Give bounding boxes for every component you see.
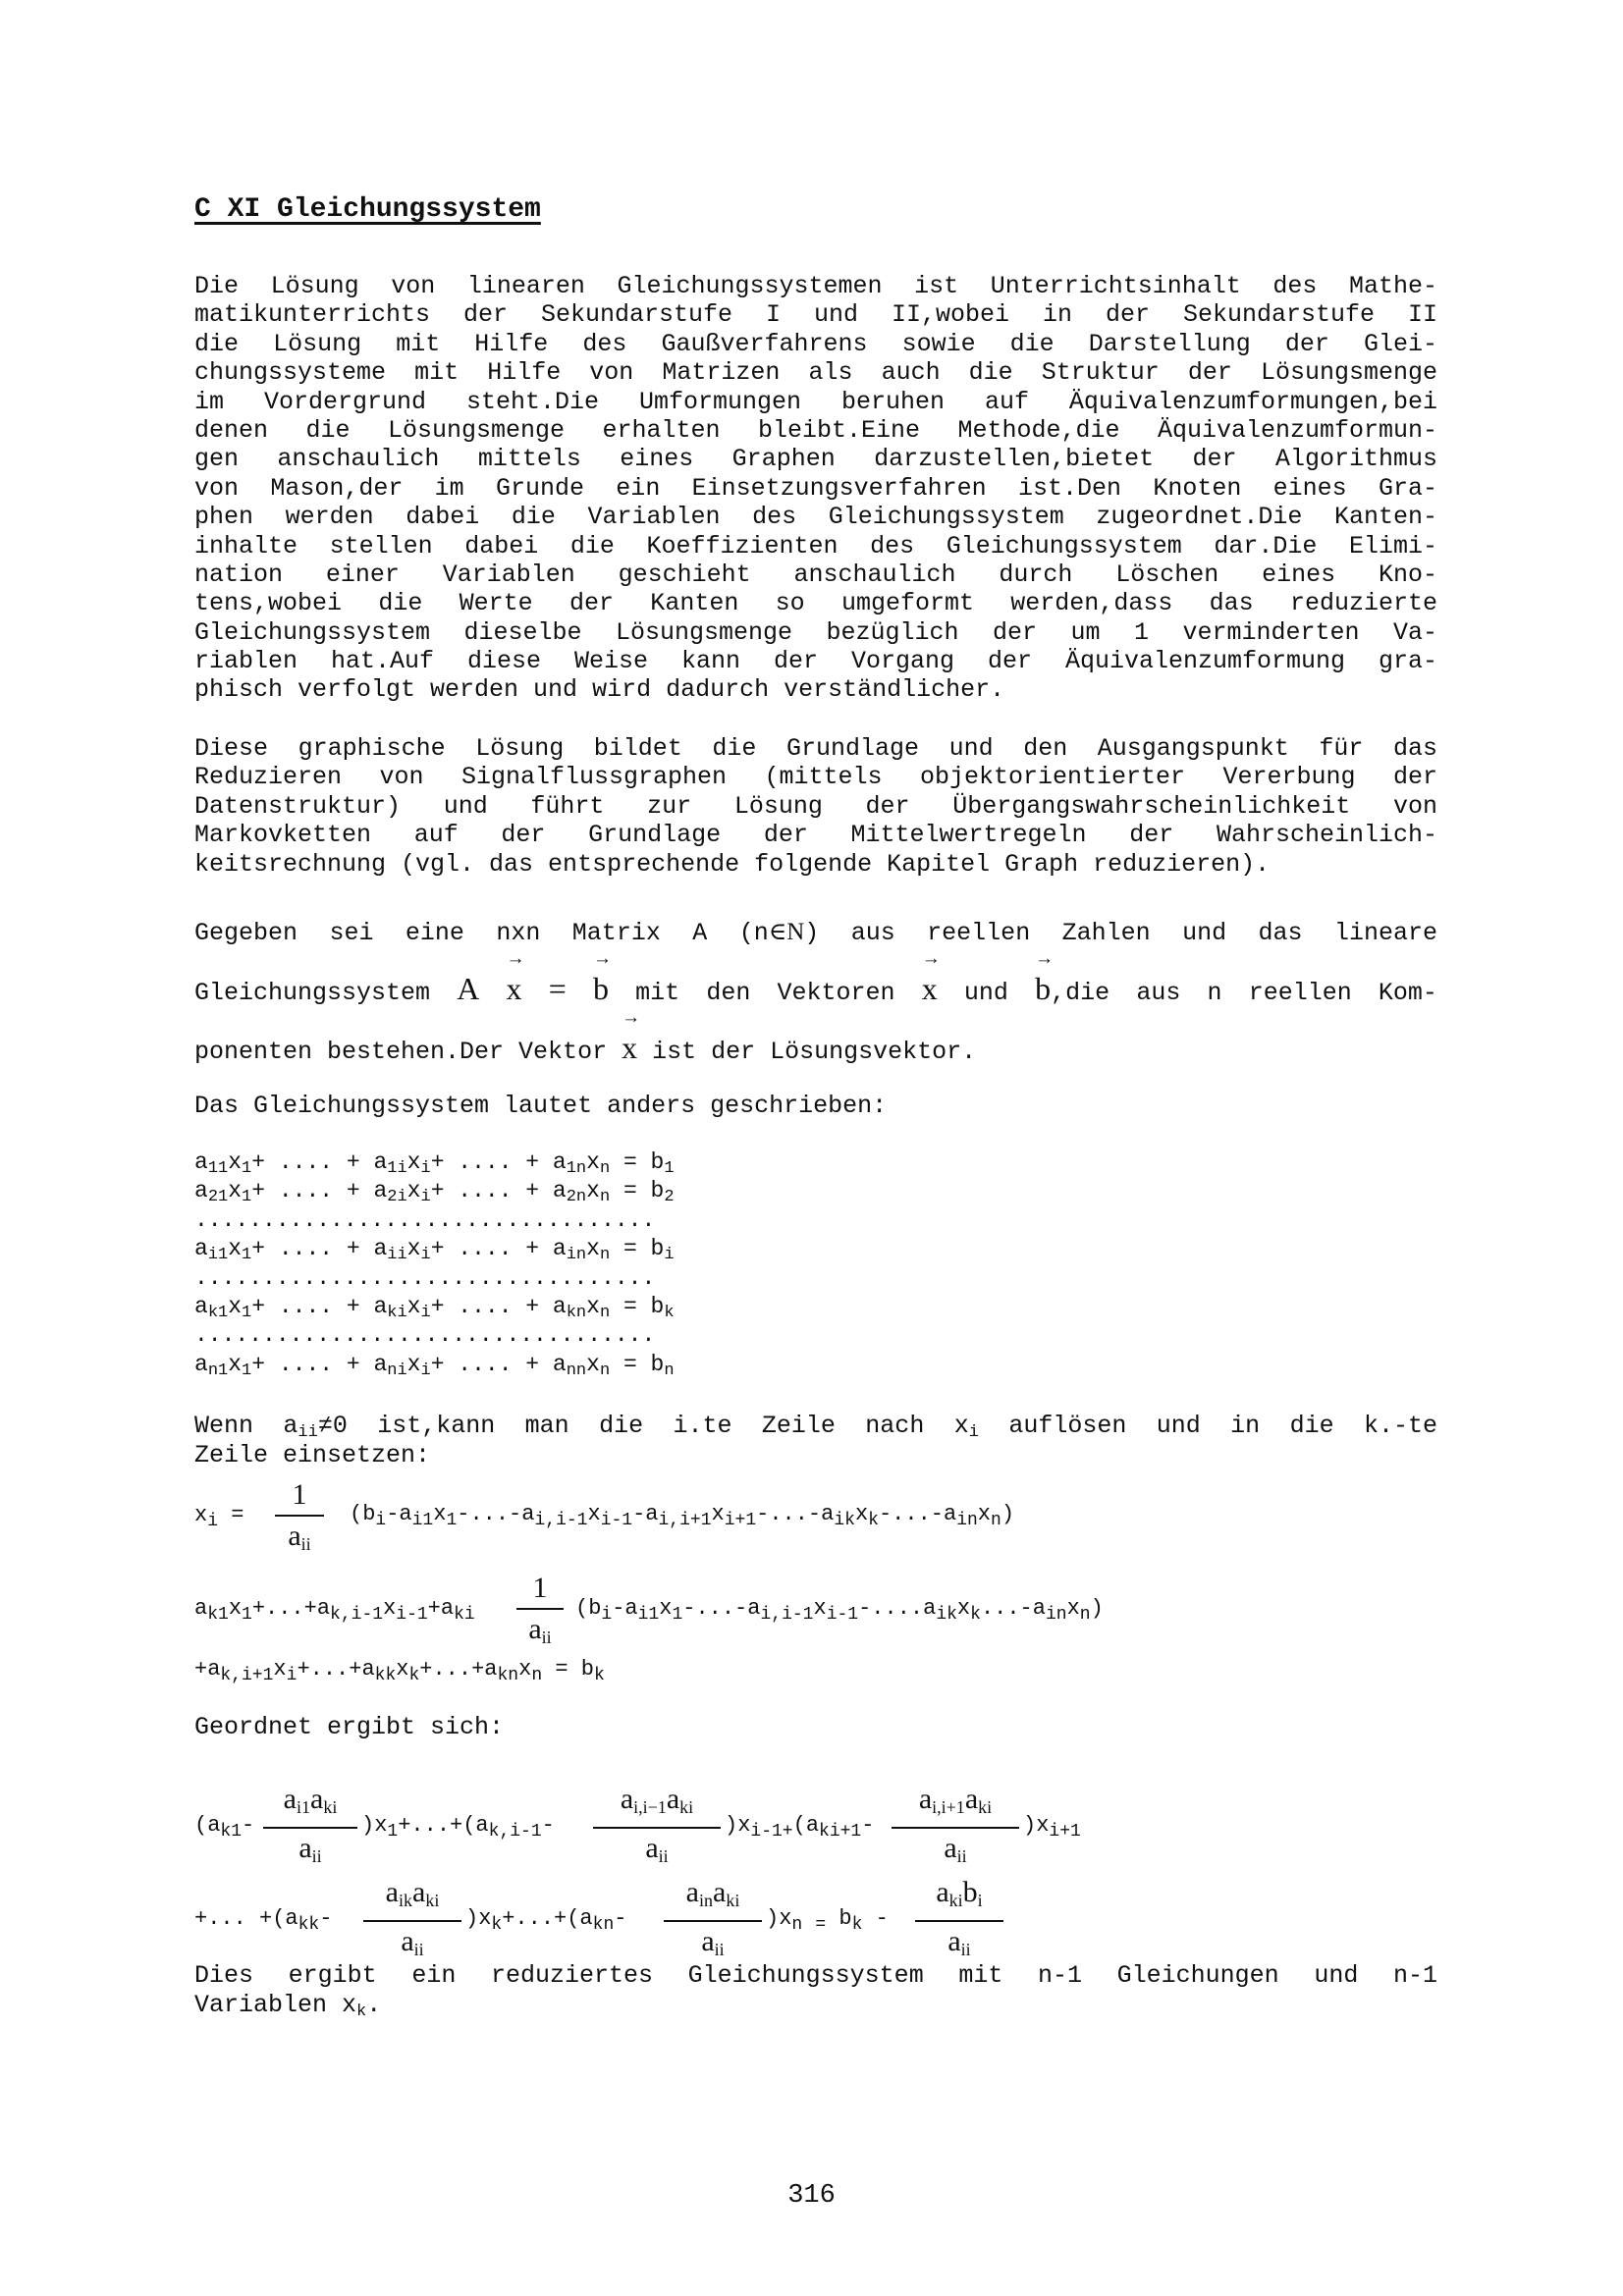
conclusion-line-1: Dies ergibt ein reduziertes Gleichungssystem mit n-1 Gleichungen und n-1 [194, 1961, 1437, 1990]
text-line: Markovketten auf der Grundlage der Mittelwertregeln der Wahrscheinlich- [194, 821, 1437, 850]
fraction-ain-aki: ainaki aii [664, 1875, 762, 1967]
vector-b: → b [592, 948, 612, 1006]
fraction-aii-1-aki: ai,i−1aki aii [593, 1782, 721, 1874]
page-number: 316 [787, 2181, 836, 2211]
text-line: von Mason,der im Grunde ein Einsetzungsverfahren ist.Den Knoten eines Gra- [194, 473, 1437, 503]
text-line: Reduzieren von Signalflussgraphen (mittels objektorientierter Vererbung der [194, 763, 1437, 792]
dots-row: .................................. [194, 1207, 656, 1233]
text-line: im Vordergrund steht.Die Umformungen beruhen auf Äquivalenzumformungen,bei [194, 387, 1437, 416]
text-line: Datenstruktur) und führt zur Lösung der Übergangswahrscheinlichkeit von [194, 791, 1437, 821]
paragraph-graph [194, 734, 1437, 879]
fraction-aii+1-aki: ai,i+1aki aii [892, 1782, 1019, 1874]
substitution-left: $a_{k1}x_1+...+a_{k,i-1}x_{i-1}+a_{ki}$ [194, 1596, 475, 1625]
fraction-1-over-aii: 1 aii [275, 1477, 324, 1562]
text-line: denen die Lösungsmenge erhalten bleibt.Eine Methode,die Äquivalenzumformun- [194, 415, 1437, 445]
text-line: Die Lösung von linearen Gleichungssystemen ist Unterrichtsinhalt des Mathe- [194, 272, 1437, 300]
substitution-continued: $+a_{k,i+1}x_i+...+a_{kk}x_k+...+a_{kn}x_n = b_k$ [194, 1657, 605, 1685]
vector-b: → b [1035, 948, 1055, 1006]
text-line: nation einer Variablen geschieht anschaulich durch Löschen eines Kno- [194, 560, 1437, 589]
text-line: gen anschaulich mittels eines Graphen darzustellen,bietet der Algorithmus [194, 445, 1437, 474]
vector-x: → x [622, 1007, 641, 1065]
system-intro: Das Gleichungssystem lautet anders geschrieben: [194, 1092, 888, 1120]
given-line-1: Gegeben sei eine nxn Matrix A (n∈N) aus reellen Zahlen und das lineare [194, 919, 1438, 947]
text-line: riablen hat.Auf diese Weise kann der Vorgang der Äquivalenzumformung gra- [194, 647, 1437, 676]
fraction-1-over-aii: 1 aii [516, 1571, 564, 1655]
vector-x: → x [921, 948, 941, 1006]
equation-row-i: $a_{i1}x_1+$ .... + $a_{ii}x_i+$ .... + $a_{in}x_n = b_i$ [194, 1236, 675, 1264]
text-line: tens,wobei die Werte der Kanten so umgeformt werden,dass das reduzierte [194, 589, 1437, 618]
given-line-2: Gleichungssystem A → x = → b mit den Vektoren → x und → b,die aus n reellen Kom- [194, 948, 1437, 1007]
equation-row-1: $a_{11}x_1+$ .... + $a_{1i}x_i+$ .... + $a_{1n}x_n = b_1$ [194, 1149, 675, 1178]
text-line: inhalte stellen dabei die Koeffizienten des Gleichungssystem dar.Die Elimi- [194, 531, 1437, 561]
equation-row-2: $a_{21}x_1+$ .... + $a_{2i}x_i+$ .... + $a_{2n}x_n = b_2$ [194, 1178, 675, 1206]
text-line: chungssysteme mit Hilfe von Matrizen als auch die Struktur der Lösungsmenge [194, 358, 1437, 388]
substitution-right: $(b_i-a_{i1}x_1-...-a_{i,i-1}x_{i-1}-....a_{ik}x_k...-a_{in}x_n)$ [575, 1596, 1104, 1625]
text-line: Diese graphische Lösung bildet die Grundlage und den Ausgangspunkt für das [194, 734, 1437, 763]
text-line: Gleichungssystem dieselbe Lösungsmenge bezüglich der um 1 verminderten Va- [194, 617, 1437, 647]
fraction-aik-aki: aikaki aii [363, 1875, 461, 1967]
dots-row: .................................. [194, 1322, 656, 1348]
equation-row-n: $a_{n1}x_1+$ .... + $a_{ni}x_i+$ .... + $a_{nn}x_n = b_n$ [194, 1352, 675, 1380]
text-line: die Lösung mit Hilfe des Gaußverfahrens sowie die Darstellung der Glei- [194, 329, 1437, 358]
wenn-line-1: Wenn $a_{ii}\ne 0$ ist,kann man die i.te Zeile nach $x_i$ auflösen und in die k.-te [194, 1412, 1438, 1442]
fraction-ai1-aki: ai1aki aii [263, 1782, 357, 1874]
text-line: phisch verfolgt werden und wird dadurch verständlicher. [194, 675, 1005, 705]
text-line: keitsrechnung (vgl. das entsprechende folgende Kapitel Graph reduzieren). [194, 849, 1271, 879]
xi-label: $x_i$ = [194, 1503, 244, 1531]
given-line-3: ponenten bestehen.Der Vektor → x ist der Lösungsvektor. [194, 1007, 977, 1066]
document-page: C XI Gleichungssystem Die Lösung von linearen Gleichungssystemen ist Unterrichtsinhalt des Mathe- matikunterrichts der Sekundarstufe I und II,wobei in der Sekundarstufe II die Lösung mit Hilfe des Gaußverfahrens sowie die Darstellung der Glei- chungssysteme mit Hilfe von Matrizen als auch die Struktur der Lösungsmenge im Vordergrund steht.Die Umformungen beruhen auf Äquivalenzumformungen,bei denen die Lösungsmenge erhalten bleibt.Eine Methode,die Äquivalenzumformun- gen anschaulich mittels eines Graphen darzustellen,bietet der Algorithmus von Mason,der im Grunde ein Einsetzungsverfahren ist.Den Knoten eines Gra- phen werden dabei die Variablen des Gleichungssystem zugeordnet.Die Kanten- inhalte stellen dabei die Koeffizienten des Gleichungssystem dar.Die Elimi- nation einer Variablen geschieht anschaulich durch Löschen eines Kno- tens,wobei die Werte der Kanten so umgeformt werden,dass das reduzierte Gleichungssystem dieselbe Lösungsmenge bezüglich der um 1 verminderten Va- riablen hat.Auf diese Weise kann der Vorgang der Äquivalenzumformung gra- phisch verfolgt werden und wird dadurch verständlicher. Diese graphische Lösung bildet die Grundlage und den Ausgangspunkt für das Reduzieren von Signalflussgraphen (mittels objektorientierter Vererbung der Datenstruktur) und führt zur Lösung der Übergangswahrscheinlichkeit von Markovketten auf der Grundlage der Mittelwertregeln der Wahrscheinlich- keitsrechnung (vgl. das entsprechende folgende Kapitel Graph reduzieren). Gegeben sei eine nxn Matrix A (n∈N) aus reellen Zahlen und das lineare Gleichungssystem A → x = → b mit den Vektoren → x und → b,die aus n reellen Kom- ponenten bestehen.Der Vektor → x ist der Lösungsvektor. Das Gleichungssystem lautet anders geschrieben: $a_{11}x_1+$ .... + $a_{1i}x_i+$ .... + $a_{1n}x_n = b_1$ $a_{21}x_1+$ .... + $a_{2i}x_i+$ .... + $a_{2n}x_n = b_2$ .................................. $a_{i1}x_1+$ .... + $a_{ii}x_i+$ .... + $a_{in}x_n = b_i$ .................................. $a_{k1}x_1+$ .... + $a_{ki}x_i+$ .... + $a_{kn}x_n = b_k$ .................................. $a_{n1}x_1+$ .... + $a_{ni}x_i+$ .... + $a_{nn}x_n = b_n$ Wenn $a_{ii}\ne 0$ ist,kann man die i.te Zeile nach $x_i$ auflösen und in die k.-te Zeile einsetzen: $x_i$ = 1 aii $(b_i-a_{i1}x_1-...-a_{i,i-1}x_{i-1}-a_{i,i+1}x_{i+1}-...-a_{ik}x_k-...-a_{in}x_n)$ $a_{k1}x_1+...+a_{k,i-1}x_{i-1}+a_{ki}$ 1 aii $(b_i-a_{i1}x_1-...-a_{i,i-1}x_{i-1}-....a_{ik}x_k...-a_{in}x_n)$ $+a_{k,i+1}x_i+...+a_{kk}x_k+...+a_{kn}x_n = b_k$ Geordnet ergibt sich: ($a_{k1}-$ ai1aki aii )$x_1+...+(a_{k,i-1}-$ ai,i−1aki aii )$x_{i-1+}(a_{ki+1}-$ ai,i+1aki aii )$x_{i+1}$ +... $+(a_{kk}-$ aikaki aii )$x_k+...+(a_{kn}-$ ainaki aii )$x_n$ $_=$ $b_k$ - akibi aii Dies ergibt ein reduziertes Gleichungssystem mit n-1 Gleichungen und n-1 Variablen $x_k$. 316 [0, 0, 1623, 2296]
equation-row-k: $a_{k1}x_1+$ .... + $a_{ki}x_i+$ .... + $a_{kn}x_n = b_k$ [194, 1294, 675, 1322]
paragraph-intro [194, 272, 1437, 705]
vector-x: → x [506, 948, 525, 1006]
matrix-symbol: A [457, 971, 480, 1006]
dots-row: .................................. [194, 1265, 656, 1291]
wenn-line-2: Zeile einsetzen: [194, 1441, 431, 1469]
text-line: phen werden dabei die Variablen des Gleichungssystem zugeordnet.Die Kanten- [194, 503, 1437, 532]
xi-expression: $(b_i-a_{i1}x_1-...-a_{i,i-1}x_{i-1}-a_{i,i+1}x_{i+1}-...-a_{ik}x_k-...-a_{in}x_n)$ [350, 1502, 1015, 1530]
conclusion-line-2: Variablen $x_k$. [194, 1991, 382, 2021]
geordnet-label: Geordnet ergibt sich: [194, 1713, 505, 1741]
section-title: C XI Gleichungssystem [194, 194, 541, 225]
fraction-aki-bi: akibi aii [915, 1875, 1003, 1967]
text-line: matikunterrichts der Sekundarstufe I und II,wobei in der Sekundarstufe II [194, 300, 1437, 330]
